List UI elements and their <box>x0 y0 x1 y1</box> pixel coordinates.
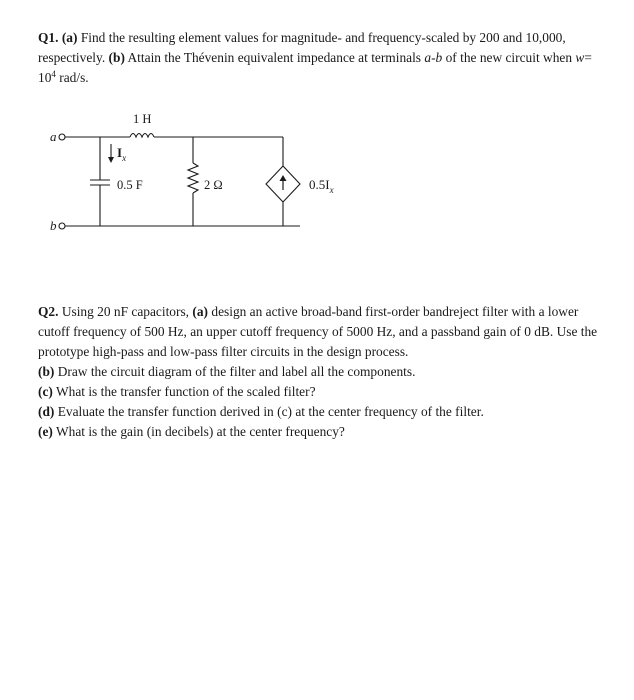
question-1-terminals: a-b <box>424 50 443 65</box>
question-1 <box>38 28 613 88</box>
question-2-c-tag: (c) <box>38 384 53 399</box>
terminal-a-label: a <box>50 129 57 144</box>
question-2-b-tag: (b) <box>38 364 55 379</box>
source-label <box>309 177 334 195</box>
question-1-number: Q1. <box>38 30 59 45</box>
terminal-a-node <box>59 134 65 140</box>
omega-equals: = 10 <box>38 50 592 85</box>
resistor-label: 2 Ω <box>204 178 223 192</box>
capacitor-label: 0.5 F <box>117 178 143 192</box>
question-2-part-e <box>38 422 613 442</box>
terminal-b-node <box>59 223 65 229</box>
question-2-part-d <box>38 402 613 422</box>
question-2-b-text: Draw the circuit diagram of the filter and label all the components. <box>57 364 416 379</box>
current-label-main: I <box>117 145 123 160</box>
omega-unit: rad/s. <box>59 70 89 85</box>
current-label <box>117 145 126 163</box>
omega-exponent: 4 <box>51 69 56 79</box>
question-2-a-tag: (a) <box>192 304 209 319</box>
question-1-text <box>38 28 613 88</box>
terminal-b-label: b <box>50 218 57 233</box>
question-2-d-text: Evaluate the transfer function derived in (c) at the center frequency of the filter. <box>57 404 484 419</box>
inductor-label: 1 H <box>133 112 152 126</box>
question-2-intro-1: Using 20 nF capacitors, <box>61 304 190 319</box>
source-label-main: 0.5I <box>309 177 330 192</box>
current-arrow-head <box>108 157 114 163</box>
question-2-c-text: What is the transfer function of the scaled filter? <box>55 384 316 399</box>
question-2-e-tag: (e) <box>38 424 53 439</box>
source-label-sub: x <box>329 185 334 195</box>
resistor-zigzag <box>188 163 198 193</box>
question-2-part-b <box>38 362 613 382</box>
question-2-part-c <box>38 382 613 402</box>
question-2-e-text: What is the gain (in decibels) at the center frequency? <box>55 424 345 439</box>
question-2-intro <box>38 302 613 362</box>
question-1-part-b-text-2: of the new circuit when <box>445 50 573 65</box>
question-1-part-a-text: Find the resulting element values for magnitude- and frequency-scaled by 200 and 10,000, respectively. <box>38 30 566 65</box>
question-2 <box>38 302 613 442</box>
question-2-d-tag: (d) <box>38 404 55 419</box>
question-1-part-a-tag: (a) <box>61 30 78 45</box>
omega-symbol: w <box>575 50 585 65</box>
question-1-part-b-tag: (b) <box>108 50 125 65</box>
inductor-coil <box>130 134 154 138</box>
question-2-intro-2: design an active broad-band first-order bandreject filter with a lower cutoff frequency of 500 Hz, an upper cutoff frequency of 5000 Hz, and a passband gain of 0 dB. Use the prototype high-pass and low-pass filter circuits in the design process. <box>38 304 598 359</box>
question-2-number: Q2. <box>38 304 59 319</box>
current-label-sub: x <box>122 153 127 163</box>
question-1-part-b-text-1: Attain the Thévenin equivalent impedance at terminals <box>127 50 422 65</box>
circuit-diagram <box>38 104 368 250</box>
